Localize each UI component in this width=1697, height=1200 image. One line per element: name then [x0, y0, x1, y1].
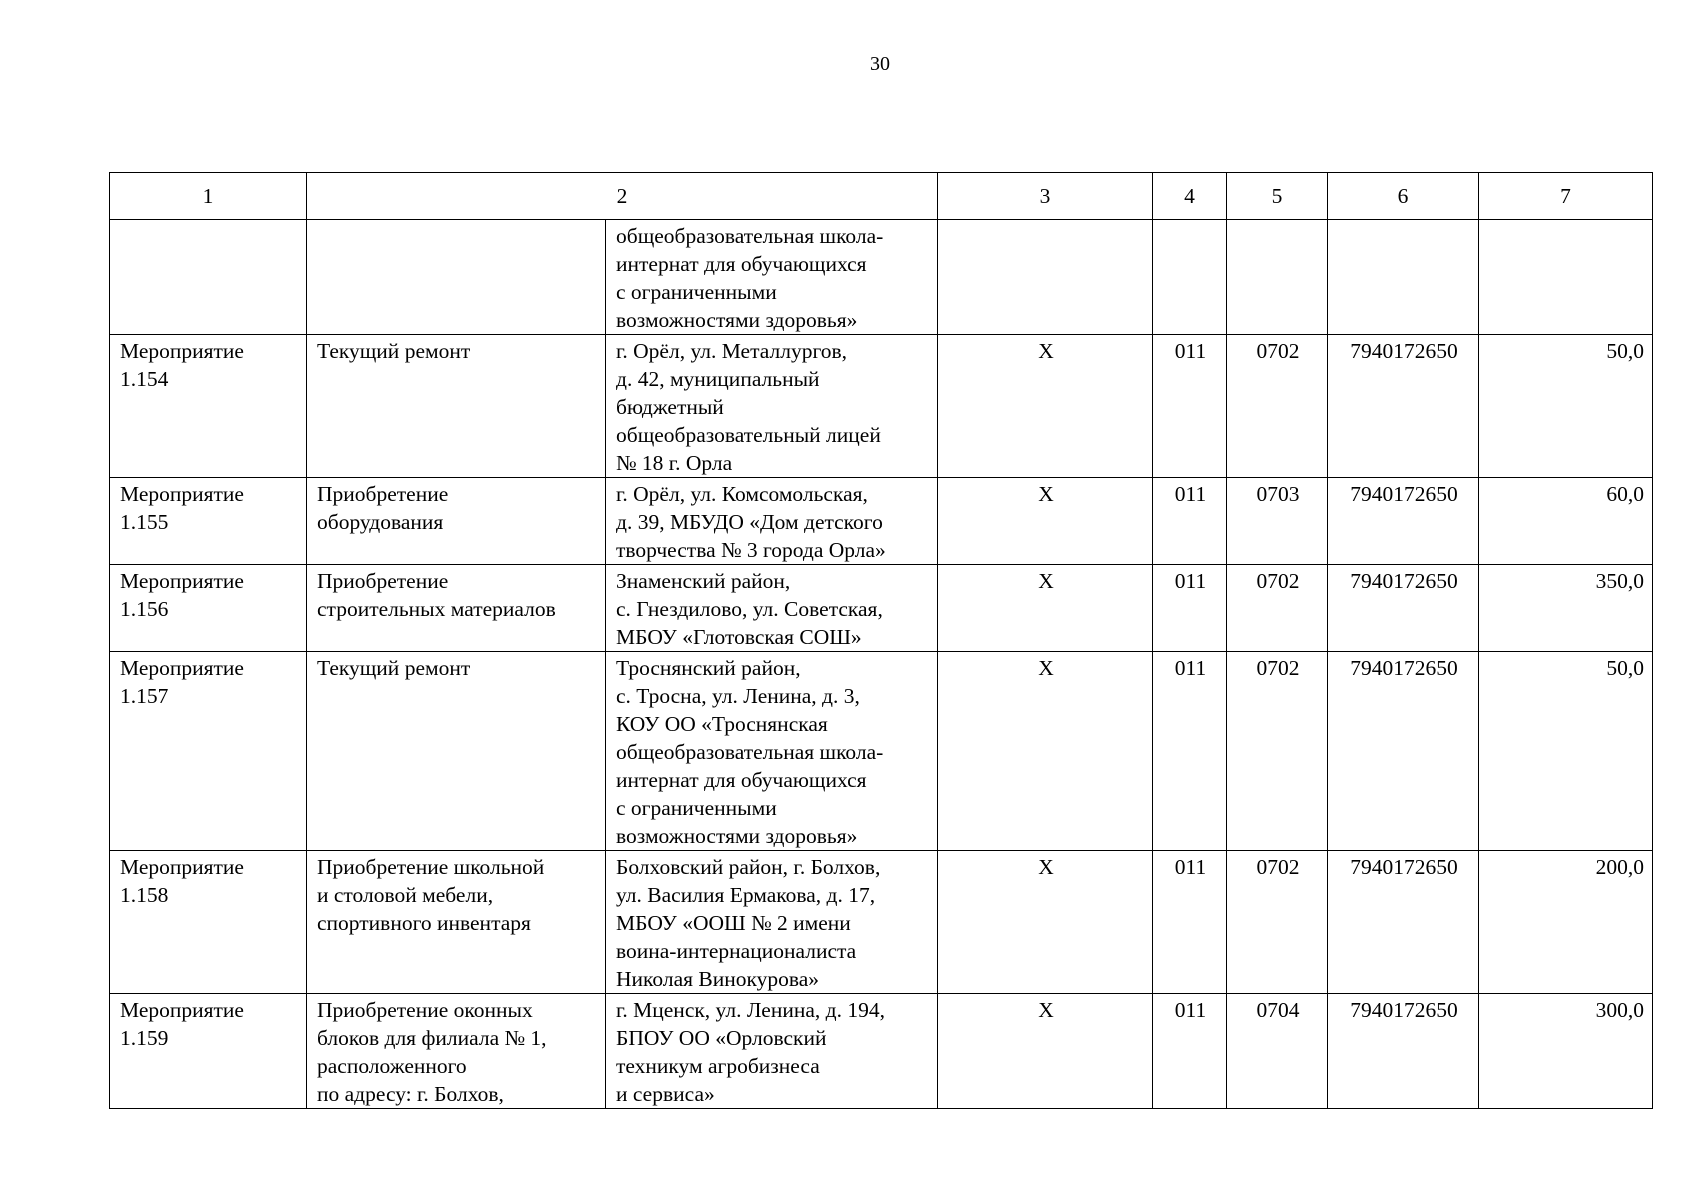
- col7-cell: 200,0: [1479, 851, 1653, 994]
- table-row: [110, 994, 1653, 1109]
- col7-cell: 350,0: [1479, 565, 1653, 652]
- col5-cell: 0702: [1227, 652, 1328, 851]
- column-header-4: 4: [1153, 173, 1227, 220]
- col4-cell: 011: [1153, 994, 1227, 1109]
- col4-cell: 011: [1153, 478, 1227, 565]
- table-body: [110, 220, 1653, 1109]
- column-header-2: 2: [307, 173, 938, 220]
- col6-cell: 7940172650: [1328, 851, 1479, 994]
- col5-cell: 0702: [1227, 565, 1328, 652]
- col5-cell: 0703: [1227, 478, 1328, 565]
- column-header-5: 5: [1227, 173, 1328, 220]
- address-cell: г. Мценск, ул. Ленина, д. 194, БПОУ ОО «Орловский техникум агробизнеса и сервиса»: [606, 994, 938, 1109]
- event-cell: Мероприятие 1.157: [110, 652, 307, 851]
- event-cell: Мероприятие 1.156: [110, 565, 307, 652]
- event-cell: Мероприятие 1.155: [110, 478, 307, 565]
- col6-cell: 7940172650: [1328, 565, 1479, 652]
- address-cell: Троснянский район, с. Тросна, ул. Ленина, д. 3, КОУ ОО «Троснянская общеобразовательная школа- интернат для обучающихся с ограниченными возможностями здоровья»: [606, 652, 938, 851]
- col4-cell: 011: [1153, 335, 1227, 478]
- col5-cell: 0702: [1227, 851, 1328, 994]
- col5-cell: [1227, 220, 1328, 335]
- col7-cell: 300,0: [1479, 994, 1653, 1109]
- col3-cell: Х: [938, 565, 1153, 652]
- column-header-6: 6: [1328, 173, 1479, 220]
- table-row: [110, 851, 1653, 994]
- col3-cell: Х: [938, 652, 1153, 851]
- col4-cell: 011: [1153, 565, 1227, 652]
- col3-cell: Х: [938, 994, 1153, 1109]
- col3-cell: Х: [938, 851, 1153, 994]
- column-header-3: 3: [938, 173, 1153, 220]
- description-cell: Текущий ремонт: [307, 335, 606, 478]
- col3-cell: [938, 220, 1153, 335]
- address-cell: г. Орёл, ул. Комсомольская, д. 39, МБУДО «Дом детского творчества № 3 города Орла»: [606, 478, 938, 565]
- table-row: [110, 335, 1653, 478]
- col6-cell: 7940172650: [1328, 335, 1479, 478]
- col7-cell: 50,0: [1479, 335, 1653, 478]
- col7-cell: [1479, 220, 1653, 335]
- column-header-7: 7: [1479, 173, 1653, 220]
- address-cell: Болховский район, г. Болхов, ул. Василия Ермакова, д. 17, МБОУ «ООШ № 2 имени воина-интернационалиста Николая Винокурова»: [606, 851, 938, 994]
- description-cell: Приобретение школьной и столовой мебели, спортивного инвентаря: [307, 851, 606, 994]
- col6-cell: 7940172650: [1328, 652, 1479, 851]
- column-header-1: 1: [110, 173, 307, 220]
- budget-table: [109, 172, 1653, 1109]
- event-cell: [110, 220, 307, 335]
- col5-cell: 0704: [1227, 994, 1328, 1109]
- col3-cell: Х: [938, 478, 1153, 565]
- description-cell: Текущий ремонт: [307, 652, 606, 851]
- address-cell: г. Орёл, ул. Металлургов, д. 42, муниципальный бюджетный общеобразовательный лицей № 18 г. Орла: [606, 335, 938, 478]
- address-cell: общеобразовательная школа- интернат для обучающихся с ограниченными возможностями здоровья»: [606, 220, 938, 335]
- page-number: 30: [870, 53, 890, 75]
- col6-cell: 7940172650: [1328, 994, 1479, 1109]
- event-cell: Мероприятие 1.159: [110, 994, 307, 1109]
- header-row: [110, 173, 1653, 220]
- event-cell: Мероприятие 1.158: [110, 851, 307, 994]
- description-cell: Приобретение строительных материалов: [307, 565, 606, 652]
- table-row: [110, 565, 1653, 652]
- col6-cell: 7940172650: [1328, 478, 1479, 565]
- address-cell: Знаменский район, с. Гнездилово, ул. Советская, МБОУ «Глотовская СОШ»: [606, 565, 938, 652]
- col4-cell: 011: [1153, 851, 1227, 994]
- col3-cell: Х: [938, 335, 1153, 478]
- col7-cell: 60,0: [1479, 478, 1653, 565]
- description-cell: [307, 220, 606, 335]
- col4-cell: 011: [1153, 652, 1227, 851]
- continuation-row: [110, 220, 1653, 335]
- col4-cell: [1153, 220, 1227, 335]
- description-cell: Приобретение оконных блоков для филиала № 1, расположенного по адресу: г. Болхов,: [307, 994, 606, 1109]
- description-cell: Приобретение оборудования: [307, 478, 606, 565]
- table-row: [110, 478, 1653, 565]
- col6-cell: [1328, 220, 1479, 335]
- col7-cell: 50,0: [1479, 652, 1653, 851]
- event-cell: Мероприятие 1.154: [110, 335, 307, 478]
- col5-cell: 0702: [1227, 335, 1328, 478]
- table-row: [110, 652, 1653, 851]
